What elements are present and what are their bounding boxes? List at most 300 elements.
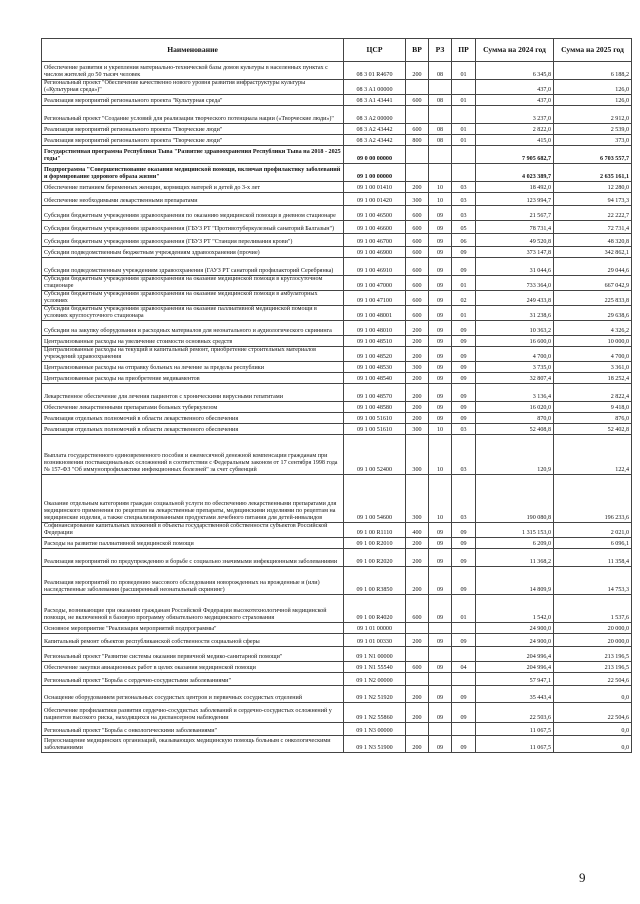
cell-vr: 300 bbox=[406, 435, 429, 475]
cell-pr bbox=[452, 623, 476, 634]
cell-vr: 300 bbox=[406, 362, 429, 373]
cell-sum2025: 12 280,0 bbox=[554, 182, 632, 193]
cell-csr: 09 1 00 51610 bbox=[344, 424, 406, 435]
cell-sum2024: 24 900,0 bbox=[476, 634, 554, 647]
cell-sum2024: 22 503,6 bbox=[476, 703, 554, 723]
cell-sum2024: 1 542,0 bbox=[476, 595, 554, 623]
cell-sum2025: 72 731,4 bbox=[554, 221, 632, 234]
cell-sum2025: 48 320,8 bbox=[554, 234, 632, 247]
cell-pr: 01 bbox=[452, 124, 476, 135]
cell-sum2025: 18 252,4 bbox=[554, 373, 632, 384]
table-body bbox=[42, 62, 632, 753]
cell-pr: 09 bbox=[452, 413, 476, 424]
cell-name: Реализация отдельных полномочий в области лекарственного обеспечения bbox=[42, 413, 344, 424]
cell-name: Региональный проект "Создание условий для реализации творческого потенциала нации («Творческие люди»)" bbox=[42, 106, 344, 124]
cell-rz: 10 bbox=[429, 193, 452, 206]
cell-name: Субсидии бюджетным учреждениям здравоохранения (ГБУЗ РТ "Противотуберкулезный санаторий Балгазын") bbox=[42, 221, 344, 234]
cell-rz: 09 bbox=[429, 276, 452, 291]
cell-vr bbox=[406, 623, 429, 634]
table-row bbox=[42, 538, 632, 549]
table-row bbox=[42, 95, 632, 106]
cell-rz: 09 bbox=[429, 634, 452, 647]
table-row bbox=[42, 424, 632, 435]
cell-sum2025: 342 862,1 bbox=[554, 247, 632, 258]
cell-csr: 09 1 00 R4020 bbox=[344, 595, 406, 623]
cell-rz: 09 bbox=[429, 206, 452, 221]
header-rz: РЗ bbox=[429, 39, 452, 62]
table-row bbox=[42, 193, 632, 206]
table-row bbox=[42, 135, 632, 146]
cell-rz: 09 bbox=[429, 595, 452, 623]
table-row bbox=[42, 549, 632, 567]
cell-sum2024: 870,0 bbox=[476, 413, 554, 424]
cell-name: Субсидии бюджетным учреждениям здравоохранения (ГБУЗ РТ "Станция переливания крови") bbox=[42, 234, 344, 247]
cell-name: Региональный проект "Развитие системы оказания первичной медико-санитарной помощи" bbox=[42, 647, 344, 662]
cell-vr: 200 bbox=[406, 62, 429, 80]
cell-rz: 09 bbox=[429, 362, 452, 373]
cell-rz: 09 bbox=[429, 384, 452, 402]
cell-name: Расходы, возникающие при оказании гражданам Российской Федерации высокотехнологичной медицинской помощи, не включенной в базовую программу обязательного медицинского страхования bbox=[42, 595, 344, 623]
cell-pr: 09 bbox=[452, 567, 476, 595]
budget-table bbox=[41, 38, 632, 753]
cell-vr: 600 bbox=[406, 95, 429, 106]
cell-rz: 09 bbox=[429, 402, 452, 413]
cell-pr bbox=[452, 146, 476, 164]
cell-vr: 600 bbox=[406, 306, 429, 321]
cell-pr: 03 bbox=[452, 424, 476, 435]
cell-rz bbox=[429, 146, 452, 164]
cell-vr: 200 bbox=[406, 336, 429, 347]
cell-name: Выплата государственного единовременного пособия и ежемесячной денежной компенсации гражданам при возникновении поствакцинальных осложнений в соответствии с Федеральным законом от 17 сентября 1998 года № 157-ФЗ "Об иммунопрофилактике инфекционных болезней" за счет субвенций bbox=[42, 435, 344, 475]
cell-vr: 200 bbox=[406, 736, 429, 753]
cell-sum2025: 2 635 161,1 bbox=[554, 164, 632, 182]
cell-rz: 09 bbox=[429, 523, 452, 538]
cell-sum2025: 225 833,8 bbox=[554, 291, 632, 306]
cell-rz: 09 bbox=[429, 306, 452, 321]
cell-pr: 09 bbox=[452, 347, 476, 362]
cell-pr: 09 bbox=[452, 362, 476, 373]
cell-csr: 09 1 00 46700 bbox=[344, 234, 406, 247]
cell-csr: 09 1 00 46910 bbox=[344, 258, 406, 276]
cell-vr: 600 bbox=[406, 124, 429, 135]
cell-rz: 09 bbox=[429, 247, 452, 258]
table-row bbox=[42, 182, 632, 193]
cell-name: Оснащение оборудованием региональных сосудистых центров и первичных сосудистых отделений bbox=[42, 686, 344, 703]
cell-rz bbox=[429, 106, 452, 124]
cell-sum2024: 7 905 682,7 bbox=[476, 146, 554, 164]
table-row bbox=[42, 703, 632, 723]
cell-sum2025: 6 703 557,7 bbox=[554, 146, 632, 164]
cell-pr: 02 bbox=[452, 291, 476, 306]
table-row bbox=[42, 736, 632, 753]
cell-csr: 09 1 00 51610 bbox=[344, 413, 406, 424]
cell-csr: 09 1 N2 00000 bbox=[344, 673, 406, 686]
cell-rz: 09 bbox=[429, 703, 452, 723]
cell-name: Региональный проект "Борьба с сердечно-сосудистыми заболеваниями" bbox=[42, 673, 344, 686]
cell-pr bbox=[452, 80, 476, 95]
cell-sum2024: 3 237,0 bbox=[476, 106, 554, 124]
cell-csr: 08 3 A2 43442 bbox=[344, 135, 406, 146]
cell-pr: 01 bbox=[452, 276, 476, 291]
cell-name: Обеспечение закупки авиационных работ в целях оказания медицинской помощи bbox=[42, 662, 344, 673]
cell-pr: 09 bbox=[452, 384, 476, 402]
cell-pr: 01 bbox=[452, 95, 476, 106]
cell-sum2025: 0,0 bbox=[554, 686, 632, 703]
cell-vr: 600 bbox=[406, 221, 429, 234]
cell-csr: 09 1 00 48530 bbox=[344, 362, 406, 373]
cell-csr: 09 1 00 R2020 bbox=[344, 549, 406, 567]
table-row bbox=[42, 321, 632, 336]
cell-csr: 09 1 00 01420 bbox=[344, 193, 406, 206]
cell-sum2025: 6 188,2 bbox=[554, 62, 632, 80]
cell-name: Субсидии бюджетным учреждениям здравоохранения на оказание паллиативной медицинской помощи в условиях круглосуточного стационара bbox=[42, 306, 344, 321]
cell-vr: 200 bbox=[406, 182, 429, 193]
cell-name: Обеспечение профилактики развития сердечно-сосудистых заболеваний и сердечно-сосудистых осложнений у пациентов высокого риска, находящихся на диспансерном наблюдении bbox=[42, 703, 344, 723]
cell-pr bbox=[452, 723, 476, 736]
cell-vr: 600 bbox=[406, 662, 429, 673]
table-row bbox=[42, 291, 632, 306]
cell-name: Обеспечение питанием беременных женщин, кормящих матерей и детей до 3-х лет bbox=[42, 182, 344, 193]
cell-name: Региональный проект "Борьба с онкологическими заболеваниями" bbox=[42, 723, 344, 736]
cell-csr: 09 1 N1 00000 bbox=[344, 647, 406, 662]
cell-vr: 300 bbox=[406, 475, 429, 523]
header-csr: ЦСР bbox=[344, 39, 406, 62]
cell-rz: 09 bbox=[429, 567, 452, 595]
cell-sum2024: 78 731,4 bbox=[476, 221, 554, 234]
cell-pr: 09 bbox=[452, 402, 476, 413]
cell-sum2025: 52 402,8 bbox=[554, 424, 632, 435]
cell-pr: 09 bbox=[452, 373, 476, 384]
table-row bbox=[42, 567, 632, 595]
cell-csr: 09 1 N2 55860 bbox=[344, 703, 406, 723]
cell-csr: 09 1 00 48510 bbox=[344, 336, 406, 347]
table-row bbox=[42, 362, 632, 373]
cell-vr: 200 bbox=[406, 347, 429, 362]
cell-csr: 09 1 00 R1110 bbox=[344, 523, 406, 538]
cell-name: Централизованные расходы на приобретение медикаментов bbox=[42, 373, 344, 384]
cell-vr: 200 bbox=[406, 413, 429, 424]
cell-sum2024: 11 368,2 bbox=[476, 549, 554, 567]
cell-csr: 09 1 00 47000 bbox=[344, 276, 406, 291]
cell-name: Обеспечение лекарственными препаратами больных туберкулезом bbox=[42, 402, 344, 413]
table-row bbox=[42, 435, 632, 475]
table-row bbox=[42, 475, 632, 523]
cell-sum2024: 6 209,0 bbox=[476, 538, 554, 549]
cell-rz: 08 bbox=[429, 124, 452, 135]
table-row bbox=[42, 276, 632, 291]
cell-vr: 600 bbox=[406, 247, 429, 258]
cell-sum2024: 32 807,4 bbox=[476, 373, 554, 384]
header-pr: ПР bbox=[452, 39, 476, 62]
cell-sum2024: 24 900,0 bbox=[476, 623, 554, 634]
table-row bbox=[42, 686, 632, 703]
cell-sum2025: 20 000,0 bbox=[554, 634, 632, 647]
cell-rz: 09 bbox=[429, 538, 452, 549]
cell-name: Переоснащение медицинских организаций, оказывающих медицинскую помощь больным с онкологическими заболеваниями bbox=[42, 736, 344, 753]
table-row bbox=[42, 623, 632, 634]
cell-pr: 03 bbox=[452, 435, 476, 475]
header-sum-2025: Сумма на 2025 год bbox=[554, 39, 632, 62]
cell-csr: 09 0 00 00000 bbox=[344, 146, 406, 164]
table-row bbox=[42, 106, 632, 124]
cell-pr bbox=[452, 106, 476, 124]
cell-sum2025: 6 096,1 bbox=[554, 538, 632, 549]
cell-name: Лекарственное обеспечение для лечения пациентов с хроническими вирусными гепатитами bbox=[42, 384, 344, 402]
cell-sum2024: 3 136,4 bbox=[476, 384, 554, 402]
cell-sum2025: 4 700,0 bbox=[554, 347, 632, 362]
table-row bbox=[42, 206, 632, 221]
header-vr: ВР bbox=[406, 39, 429, 62]
cell-vr bbox=[406, 673, 429, 686]
cell-sum2025: 0,0 bbox=[554, 723, 632, 736]
cell-pr: 09 bbox=[452, 523, 476, 538]
table-row bbox=[42, 336, 632, 347]
cell-vr: 300 bbox=[406, 193, 429, 206]
cell-name: Реализация отдельных полномочий в области лекарственного обеспечения bbox=[42, 424, 344, 435]
cell-vr: 200 bbox=[406, 634, 429, 647]
cell-sum2025: 126,0 bbox=[554, 80, 632, 95]
cell-name: Реализация мероприятий по проведению массового обследования новорожденных на врожденные и (или) наследственные заболевания (расширенный неонатальный скрининг) bbox=[42, 567, 344, 595]
table-row bbox=[42, 124, 632, 135]
cell-sum2025: 22 222,7 bbox=[554, 206, 632, 221]
cell-name: Субсидии бюджетным учреждениям здравоохранения по оказанию медицинской помощи в дневном стационаре bbox=[42, 206, 344, 221]
cell-pr: 09 bbox=[452, 703, 476, 723]
table-row bbox=[42, 146, 632, 164]
table-row bbox=[42, 234, 632, 247]
cell-vr: 200 bbox=[406, 703, 429, 723]
cell-sum2024: 204 996,4 bbox=[476, 662, 554, 673]
cell-name: Основное мероприятие "Реализация мероприятий подпрограммы" bbox=[42, 623, 344, 634]
cell-vr bbox=[406, 106, 429, 124]
cell-name: Централизованные расходы на увеличение стоимости основных средств bbox=[42, 336, 344, 347]
cell-sum2025: 3 361,0 bbox=[554, 362, 632, 373]
cell-rz: 10 bbox=[429, 435, 452, 475]
cell-sum2024: 733 364,0 bbox=[476, 276, 554, 291]
cell-pr bbox=[452, 673, 476, 686]
table-row bbox=[42, 647, 632, 662]
table-row bbox=[42, 258, 632, 276]
table-row bbox=[42, 164, 632, 182]
cell-vr: 300 bbox=[406, 424, 429, 435]
table-row bbox=[42, 723, 632, 736]
cell-sum2024: 2 822,0 bbox=[476, 124, 554, 135]
cell-pr: 01 bbox=[452, 62, 476, 80]
cell-csr: 09 1 00 48520 bbox=[344, 347, 406, 362]
cell-rz bbox=[429, 164, 452, 182]
cell-name: Расходы на развитие паллиативной медицинской помощи bbox=[42, 538, 344, 549]
cell-csr: 08 3 A2 00000 bbox=[344, 106, 406, 124]
cell-sum2024: 35 443,4 bbox=[476, 686, 554, 703]
cell-csr: 09 1 00 47100 bbox=[344, 291, 406, 306]
cell-name: Субсидии на закупку оборудования и расходных материалов для неонатального и аудиологического скрининга bbox=[42, 321, 344, 336]
cell-name: Реализация мероприятий регионального проекта "Творческие люди" bbox=[42, 135, 344, 146]
cell-vr: 600 bbox=[406, 276, 429, 291]
cell-pr: 03 bbox=[452, 475, 476, 523]
cell-rz bbox=[429, 623, 452, 634]
cell-csr: 09 1 00 46900 bbox=[344, 247, 406, 258]
cell-pr: 01 bbox=[452, 595, 476, 623]
cell-vr bbox=[406, 164, 429, 182]
cell-rz: 09 bbox=[429, 413, 452, 424]
cell-csr: 09 1 N1 55540 bbox=[344, 662, 406, 673]
cell-sum2025: 667 042,9 bbox=[554, 276, 632, 291]
cell-pr: 03 bbox=[452, 182, 476, 193]
cell-rz: 09 bbox=[429, 549, 452, 567]
cell-sum2025: 2 912,0 bbox=[554, 106, 632, 124]
cell-csr: 08 3 A1 43441 bbox=[344, 95, 406, 106]
cell-sum2025: 20 000,0 bbox=[554, 623, 632, 634]
cell-sum2025: 2 021,0 bbox=[554, 523, 632, 538]
cell-rz: 09 bbox=[429, 321, 452, 336]
cell-sum2024: 16 020,0 bbox=[476, 402, 554, 413]
table-row bbox=[42, 373, 632, 384]
cell-pr: 09 bbox=[452, 736, 476, 753]
cell-name: Капитальный ремонт объектов республиканской собственности социальной сферы bbox=[42, 634, 344, 647]
cell-rz bbox=[429, 723, 452, 736]
cell-sum2025: 9 418,0 bbox=[554, 402, 632, 413]
cell-sum2024: 52 408,8 bbox=[476, 424, 554, 435]
table-row bbox=[42, 306, 632, 321]
cell-pr: 09 bbox=[452, 336, 476, 347]
cell-vr: 200 bbox=[406, 402, 429, 413]
table-header-row bbox=[42, 39, 632, 62]
page-number: 9 bbox=[579, 870, 586, 885]
cell-rz: 09 bbox=[429, 234, 452, 247]
cell-csr: 09 1 00 00000 bbox=[344, 164, 406, 182]
cell-pr: 04 bbox=[452, 662, 476, 673]
cell-sum2024: 21 567,7 bbox=[476, 206, 554, 221]
cell-pr: 01 bbox=[452, 135, 476, 146]
cell-name: Централизованные расходы на отправку больных на лечение за пределы республики bbox=[42, 362, 344, 373]
cell-sum2025: 122,4 bbox=[554, 435, 632, 475]
cell-csr: 09 1 00 R2010 bbox=[344, 538, 406, 549]
cell-sum2025: 876,0 bbox=[554, 413, 632, 424]
table-row bbox=[42, 402, 632, 413]
cell-vr: 600 bbox=[406, 595, 429, 623]
cell-sum2025: 14 753,3 bbox=[554, 567, 632, 595]
cell-rz: 09 bbox=[429, 347, 452, 362]
cell-rz: 09 bbox=[429, 336, 452, 347]
cell-csr: 09 1 N3 51900 bbox=[344, 736, 406, 753]
cell-rz bbox=[429, 673, 452, 686]
table-row bbox=[42, 384, 632, 402]
cell-pr: 03 bbox=[452, 206, 476, 221]
cell-name: Реализация мероприятий регионального проекта "Культурная среда" bbox=[42, 95, 344, 106]
cell-sum2024: 4 023 389,7 bbox=[476, 164, 554, 182]
cell-sum2025: 0,0 bbox=[554, 736, 632, 753]
cell-vr: 200 bbox=[406, 373, 429, 384]
cell-name: Субсидии подведомственным бюджетным учреждениям здравоохранения (прочие) bbox=[42, 247, 344, 258]
cell-sum2024: 249 433,8 bbox=[476, 291, 554, 306]
cell-sum2025: 2 822,4 bbox=[554, 384, 632, 402]
cell-csr: 08 3 A2 43442 bbox=[344, 124, 406, 135]
cell-csr: 09 1 00 46500 bbox=[344, 206, 406, 221]
cell-vr: 600 bbox=[406, 234, 429, 247]
table-row bbox=[42, 221, 632, 234]
cell-sum2024: 11 067,5 bbox=[476, 736, 554, 753]
cell-sum2024: 123 994,7 bbox=[476, 193, 554, 206]
cell-vr: 200 bbox=[406, 538, 429, 549]
cell-csr: 09 1 00 48001 bbox=[344, 306, 406, 321]
cell-sum2025: 196 233,6 bbox=[554, 475, 632, 523]
cell-name: Софинансирование капитальных вложений в объекты государственной собственности субъектов Российской Федерации bbox=[42, 523, 344, 538]
cell-rz: 09 bbox=[429, 736, 452, 753]
table-row bbox=[42, 80, 632, 95]
cell-sum2025: 1 537,6 bbox=[554, 595, 632, 623]
cell-csr: 09 1 01 00330 bbox=[344, 634, 406, 647]
cell-vr: 200 bbox=[406, 686, 429, 703]
cell-sum2025: 11 358,4 bbox=[554, 549, 632, 567]
cell-name: Региональный проект "Обеспечение качественно нового уровня развития инфраструктуры культуры («Культурная среда»)" bbox=[42, 80, 344, 95]
cell-sum2024: 11 067,5 bbox=[476, 723, 554, 736]
cell-sum2025: 29 638,6 bbox=[554, 306, 632, 321]
cell-vr: 200 bbox=[406, 549, 429, 567]
cell-rz bbox=[429, 647, 452, 662]
cell-name: Обеспечение необходимыми лекарственными препаратами bbox=[42, 193, 344, 206]
cell-rz: 10 bbox=[429, 182, 452, 193]
cell-sum2024: 31 044,6 bbox=[476, 258, 554, 276]
cell-rz: 09 bbox=[429, 291, 452, 306]
cell-vr: 400 bbox=[406, 523, 429, 538]
cell-sum2024: 16 600,0 bbox=[476, 336, 554, 347]
cell-sum2024: 6 345,8 bbox=[476, 62, 554, 80]
cell-name: Подпрограмма "Совершенствование оказания медицинской помощи, включая профилактику заболеваний и формирование здорового образа жизни" bbox=[42, 164, 344, 182]
cell-sum2025: 4 326,2 bbox=[554, 321, 632, 336]
cell-pr: 09 bbox=[452, 549, 476, 567]
cell-name: Реализация мероприятий по предупреждению и борьбе с социально значимыми инфекционными заболеваниями bbox=[42, 549, 344, 567]
cell-csr: 09 1 01 00000 bbox=[344, 623, 406, 634]
cell-pr: 09 bbox=[452, 258, 476, 276]
cell-sum2024: 190 080,8 bbox=[476, 475, 554, 523]
cell-csr: 08 3 A1 00000 bbox=[344, 80, 406, 95]
cell-vr: 200 bbox=[406, 567, 429, 595]
cell-rz: 10 bbox=[429, 475, 452, 523]
cell-name: Реализация мероприятий регионального проекта "Творческие люди" bbox=[42, 124, 344, 135]
cell-sum2024: 437,0 bbox=[476, 80, 554, 95]
cell-sum2024: 14 809,9 bbox=[476, 567, 554, 595]
cell-csr: 09 1 00 48580 bbox=[344, 402, 406, 413]
cell-sum2025: 94 173,3 bbox=[554, 193, 632, 206]
cell-sum2024: 18 492,0 bbox=[476, 182, 554, 193]
cell-sum2025: 2 539,0 bbox=[554, 124, 632, 135]
cell-sum2025: 22 504,6 bbox=[554, 673, 632, 686]
table-row bbox=[42, 347, 632, 362]
cell-pr: 09 bbox=[452, 321, 476, 336]
cell-sum2024: 57 947,1 bbox=[476, 673, 554, 686]
header-name: Наименование bbox=[42, 39, 344, 62]
table-row bbox=[42, 413, 632, 424]
cell-sum2024: 1 315 153,0 bbox=[476, 523, 554, 538]
cell-sum2024: 415,0 bbox=[476, 135, 554, 146]
cell-csr: 09 1 00 R3850 bbox=[344, 567, 406, 595]
cell-csr: 08 3 01 R4670 bbox=[344, 62, 406, 80]
cell-csr: 09 1 00 46600 bbox=[344, 221, 406, 234]
cell-csr: 09 1 00 52400 bbox=[344, 435, 406, 475]
cell-rz: 08 bbox=[429, 62, 452, 80]
cell-csr: 09 1 00 48570 bbox=[344, 384, 406, 402]
cell-sum2025: 29 044,6 bbox=[554, 258, 632, 276]
cell-vr: 600 bbox=[406, 291, 429, 306]
cell-pr bbox=[452, 647, 476, 662]
cell-rz: 10 bbox=[429, 424, 452, 435]
table-row bbox=[42, 247, 632, 258]
cell-sum2024: 373 147,8 bbox=[476, 247, 554, 258]
cell-sum2024: 10 363,2 bbox=[476, 321, 554, 336]
header-sum-2024: Сумма на 2024 год bbox=[476, 39, 554, 62]
cell-vr bbox=[406, 146, 429, 164]
cell-sum2024: 4 700,0 bbox=[476, 347, 554, 362]
cell-sum2024: 31 238,6 bbox=[476, 306, 554, 321]
